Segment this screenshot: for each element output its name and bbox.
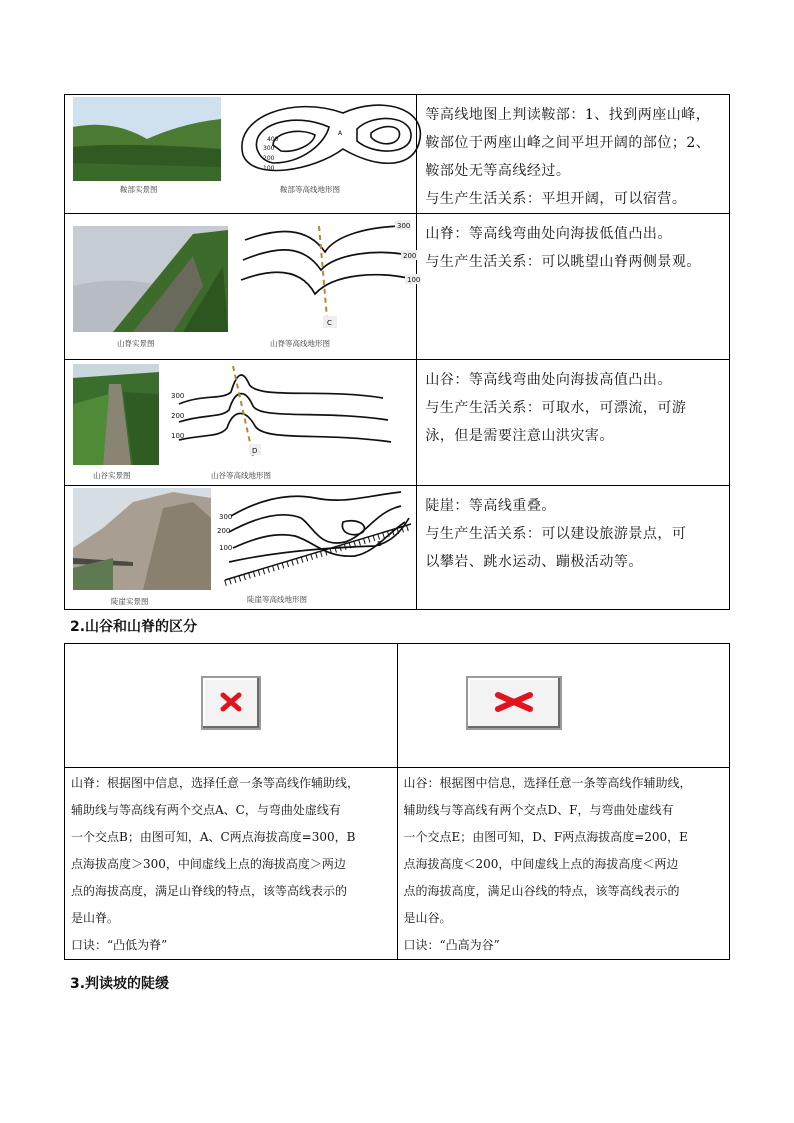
section-3-title: 3.判读坡的陡缓 [70,976,170,992]
saddle-contour-map [233,97,425,181]
section-2-title: 2.山谷和山脊的区分 [70,619,198,635]
ridge-explanation-line: 山脊：根据图中信息，选择任意一条等高线作辅助线， [71,776,360,790]
valley-explanation-line: 辅助线与等高线有两个交点D、F，与弯曲处虚线有 [403,803,674,817]
ridge-label-300: 300 [397,222,411,230]
valley-contour-map [173,364,423,466]
cliff-label-100: 100 [219,544,233,552]
ridge-photo-caption: 山脊实景图 [117,339,155,348]
valley-map-caption: 山谷等高线地形图 [211,471,271,480]
cliff-figure-cell [65,486,417,610]
ridge-map-caption: 山脊等高线地形图 [270,339,330,348]
ridge-label-100: 100 [407,276,421,284]
saddle-figure-cell [65,95,417,214]
cliff-contour-map [215,488,425,592]
valley-explanation-line: 是山谷。 [403,911,452,925]
saddle-label-300: 300 [263,145,275,152]
valley-mnemonic: 口诀：“凸高为谷” [403,938,500,952]
valley-text-line: 与生产生活关系：可取水，可漂流，可游 [425,400,687,416]
valley-label-300: 300 [171,392,185,400]
ridge-explanation-line: 点的海拔高度，满足山脊线的特点，该等高线表示的 [71,884,348,898]
broken-image-icon [201,676,261,730]
cliff-text-cell [417,486,730,610]
cliff-text-line: 与生产生活关系：可以建设旅游景点，可 [425,526,687,542]
saddle-photo-caption: 鞍部实景图 [120,185,158,194]
valley-explanation-cell [397,768,730,960]
saddle-label-100: 100 [263,165,275,172]
saddle-label-200: 200 [263,155,275,162]
ridge-contour-map [237,218,427,330]
valley-photo [73,364,159,465]
ridge-figure-cell [65,214,421,360]
ridge-text-line: 与生产生活关系：可以眺望山脊两侧景观。 [425,254,701,270]
cliff-label-b: B [377,540,382,548]
ridge-label-200: 200 [403,252,417,260]
valley-text-line: 山谷：等高线弯曲处向海拔高值凸出。 [425,372,672,388]
valley-figure-cell [65,360,417,486]
cliff-text-line: 以攀岩、跳水运动、蹦极活动等。 [425,554,643,570]
saddle-text-cell [417,95,730,214]
ridge-text-line: 山脊：等高线弯曲处向海拔低值凸出。 [425,226,672,242]
saddle-text-line: 鞍部处无等高线经过。 [425,163,571,179]
cliff-text-line: 陡崖：等高线重叠。 [425,498,556,514]
valley-explanation-line: 点海拔高度＜200，中间虚线上点的海拔高度＜两边 [403,857,679,871]
valley-label-200: 200 [171,412,185,420]
broken-image-icon [466,676,562,730]
ridge-mnemonic: 口诀：“凸低为脊” [71,938,168,952]
landform-table [64,94,730,610]
valley-text-cell [417,360,730,486]
ridge-explanation-line: 一个交点B；由图可知，A、C两点海拔高度=300，B [71,830,356,844]
ridge-explanation-line: 点海拔高度＞300，中间虚线上点的海拔高度＞两边 [71,857,346,871]
valley-explanation-line: 山谷：根据图中信息，选择任意一条等高线作辅助线， [403,776,692,790]
valley-photo-caption: 山谷实景图 [93,471,131,480]
ridge-text-cell [417,214,730,360]
ridge-photo [73,226,228,332]
cliff-map-caption: 陡崖等高线地形图 [247,595,307,604]
valley-explanation-line: 一个交点E；由图可知，D、F两点海拔高度=200，E [403,830,688,844]
saddle-label-a: A [338,130,343,137]
saddle-label-400: 400 [267,136,279,143]
cliff-label-200: 200 [217,527,231,535]
ridge-explanation-line: 是山脊。 [71,911,120,925]
saddle-text-line: 鞍部位于两座山峰之间平坦开阔的部位；2、 [425,135,711,151]
cliff-label-300: 300 [219,513,233,521]
valley-explanation-line: 点的海拔高度，满足山谷线的特点，该等高线表示的 [403,884,680,898]
valley-label-100: 100 [171,432,185,440]
ridge-label-c: C [327,319,332,327]
valley-label-d: D [252,447,258,455]
cliff-photo-caption: 陡崖实景图 [111,597,149,606]
saddle-text-line: 与生产生活关系：平坦开阔，可以宿营。 [425,191,687,207]
valley-image-cell [397,644,730,768]
valley-text-line: 泳，但是需要注意山洪灾害。 [425,428,614,444]
saddle-photo [73,97,221,181]
ridge-image-cell [65,644,398,768]
saddle-text-line: 等高线地图上判读鞍部：1、找到两座山峰， [425,107,711,123]
ridge-explanation-cell [65,768,398,960]
ridge-explanation-line: 辅助线与等高线有两个交点A、C，与弯曲处虚线有 [71,803,341,817]
cliff-photo [73,488,211,590]
ridge-valley-compare-table [64,643,730,960]
saddle-map-caption: 鞍部等高线地形图 [280,185,340,194]
